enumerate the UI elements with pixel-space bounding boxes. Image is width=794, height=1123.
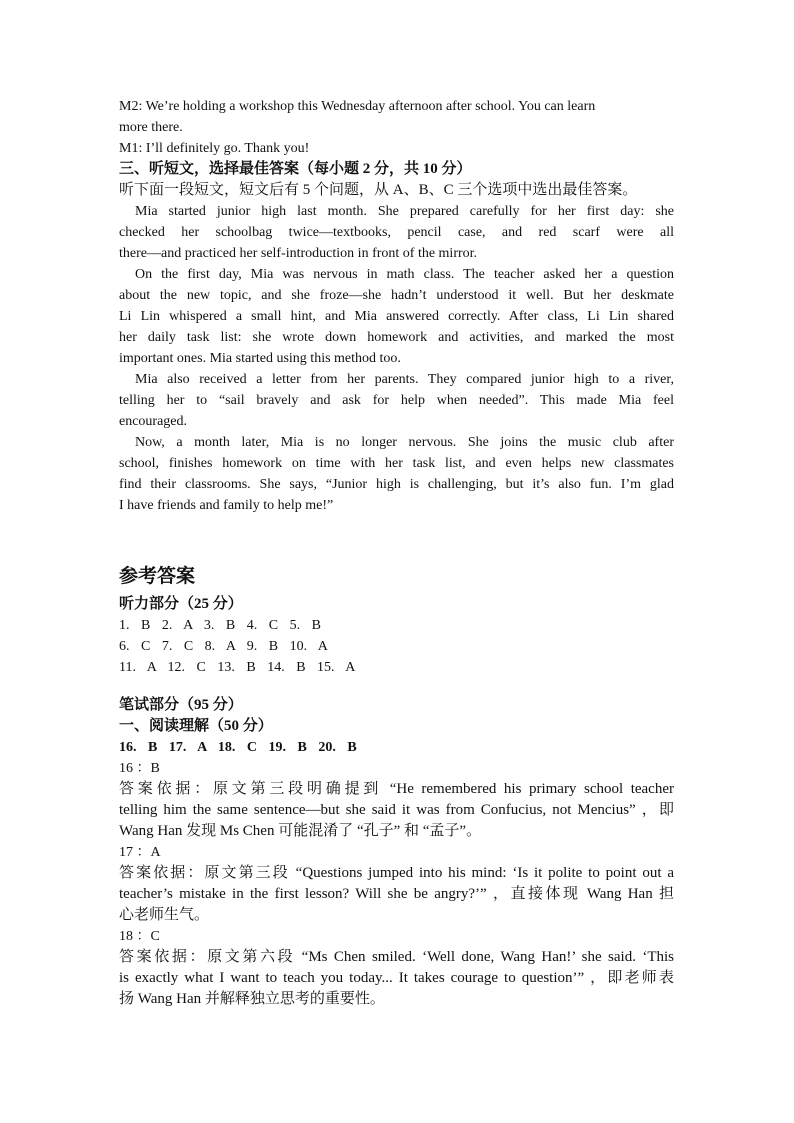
section-instruction: 听下面一段短文，短文后有 5 个问题，从 A、B、C 三个选项中选出最佳答案。 xyxy=(119,182,638,198)
question-label: 16 ：B xyxy=(119,761,160,776)
explanation-line: telling him the same sentence—but she said it was from Confucius, not Mencius” ，即 xyxy=(119,802,674,818)
question-label: 18 ：C xyxy=(119,929,160,944)
explanation-line: 扬 Wang Han 并解释独立思考的重要性。 xyxy=(119,991,385,1007)
passage-line: her daily task list: she wrote down homework and activities, and marked the most xyxy=(119,330,674,345)
passage-line: checked her schoolbag twice—textbooks, pencil case, and red scarf were all xyxy=(119,225,674,240)
explanation-line: teacher’s mistake in the first lesson? Will she be angry?’” ，直接体现 Wang Han 担 xyxy=(119,886,674,902)
passage-line: On the first day, Mia was nervous in math class. The teacher asked her a question xyxy=(135,267,674,282)
spacer xyxy=(119,516,674,564)
dialogue-line: M1: I’ll definitely go. Thank you! xyxy=(119,141,310,156)
reading-answer-row: 16. B 17. A 18. C 19. B 20. B xyxy=(119,740,357,755)
answer-row: 6. C 7. C 8. A 9. B 10. A xyxy=(119,639,328,654)
question-label: 17 ：A xyxy=(119,845,161,860)
passage-line: important ones. Mia started using this method too. xyxy=(119,351,401,366)
answer-row: 11. A 12. C 13. B 14. B 15. A xyxy=(119,660,356,675)
explanation-line: 答案依据：原文第三段 “Questions jumped into his mind: ‘Is it polite to point out a xyxy=(119,865,674,881)
passage-line: Mia also received a letter from her parents. They compared junior high to a river, xyxy=(135,372,674,387)
explanation-line: is exactly what I want to teach you today... It takes courage to question’” ，即老师表 xyxy=(119,970,674,986)
passage-line: Mia started junior high last month. She prepared carefully for her first day: she xyxy=(135,204,674,219)
explanation-line: Wang Han 发现 Ms Chen 可能混淆了 “孔子” 和 “孟子”。 xyxy=(119,823,482,839)
passage-line: about the new topic, and she froze—she hadn’t understood it well. But her deskmate xyxy=(119,288,674,303)
passage-line: I have friends and family to help me!” xyxy=(119,498,334,513)
passage-line: telling her to “sail bravely and ask for help when needed”. This made Mia feel xyxy=(119,393,674,408)
dialogue-line: M2: We’re holding a workshop this Wednesday afternoon after school. You can learn xyxy=(119,99,596,114)
explanation-line: 心老师生气。 xyxy=(119,907,210,923)
dialogue-line: more there. xyxy=(119,120,183,135)
spacer xyxy=(119,678,674,695)
listening-heading: 听力部分（25 分） xyxy=(119,596,243,612)
passage-line: encouraged. xyxy=(119,414,188,429)
section-heading: 三、听短文，选择最佳答案（每小题 2 分，共 10 分） xyxy=(119,161,472,177)
reading-heading: 一、阅读理解（50 分） xyxy=(119,718,273,734)
passage-line: Now, a month later, Mia is no longer nervous. She joins the music club after xyxy=(135,435,674,450)
answers-title: 参考答案 xyxy=(119,566,196,587)
written-heading: 笔试部分（95 分） xyxy=(119,697,243,713)
passage-line: school, finishes homework on time with her task list, and even helps new classmates xyxy=(119,456,674,471)
answer-row: 1. B 2. A 3. B 4. C 5. B xyxy=(119,618,321,633)
passage-line: find their classrooms. She says, “Junior high is challenging, but it’s also fun. I’m glad xyxy=(119,477,674,492)
document-page xyxy=(119,96,674,1010)
explanation-line: 答案依据：原文第三段明确提到 “He remembered his primary school teacher xyxy=(119,781,674,797)
explanation-line: 答案依据：原文第六段 “Ms Chen smiled. ‘Well done, Wang Han!’ she said. ‘This xyxy=(119,949,674,965)
passage-line: Li Lin whispered a small hint, and Mia answered correctly. After class, Li Lin shared xyxy=(119,309,674,324)
passage-line: there—and practiced her self-introduction in front of the mirror. xyxy=(119,246,478,261)
